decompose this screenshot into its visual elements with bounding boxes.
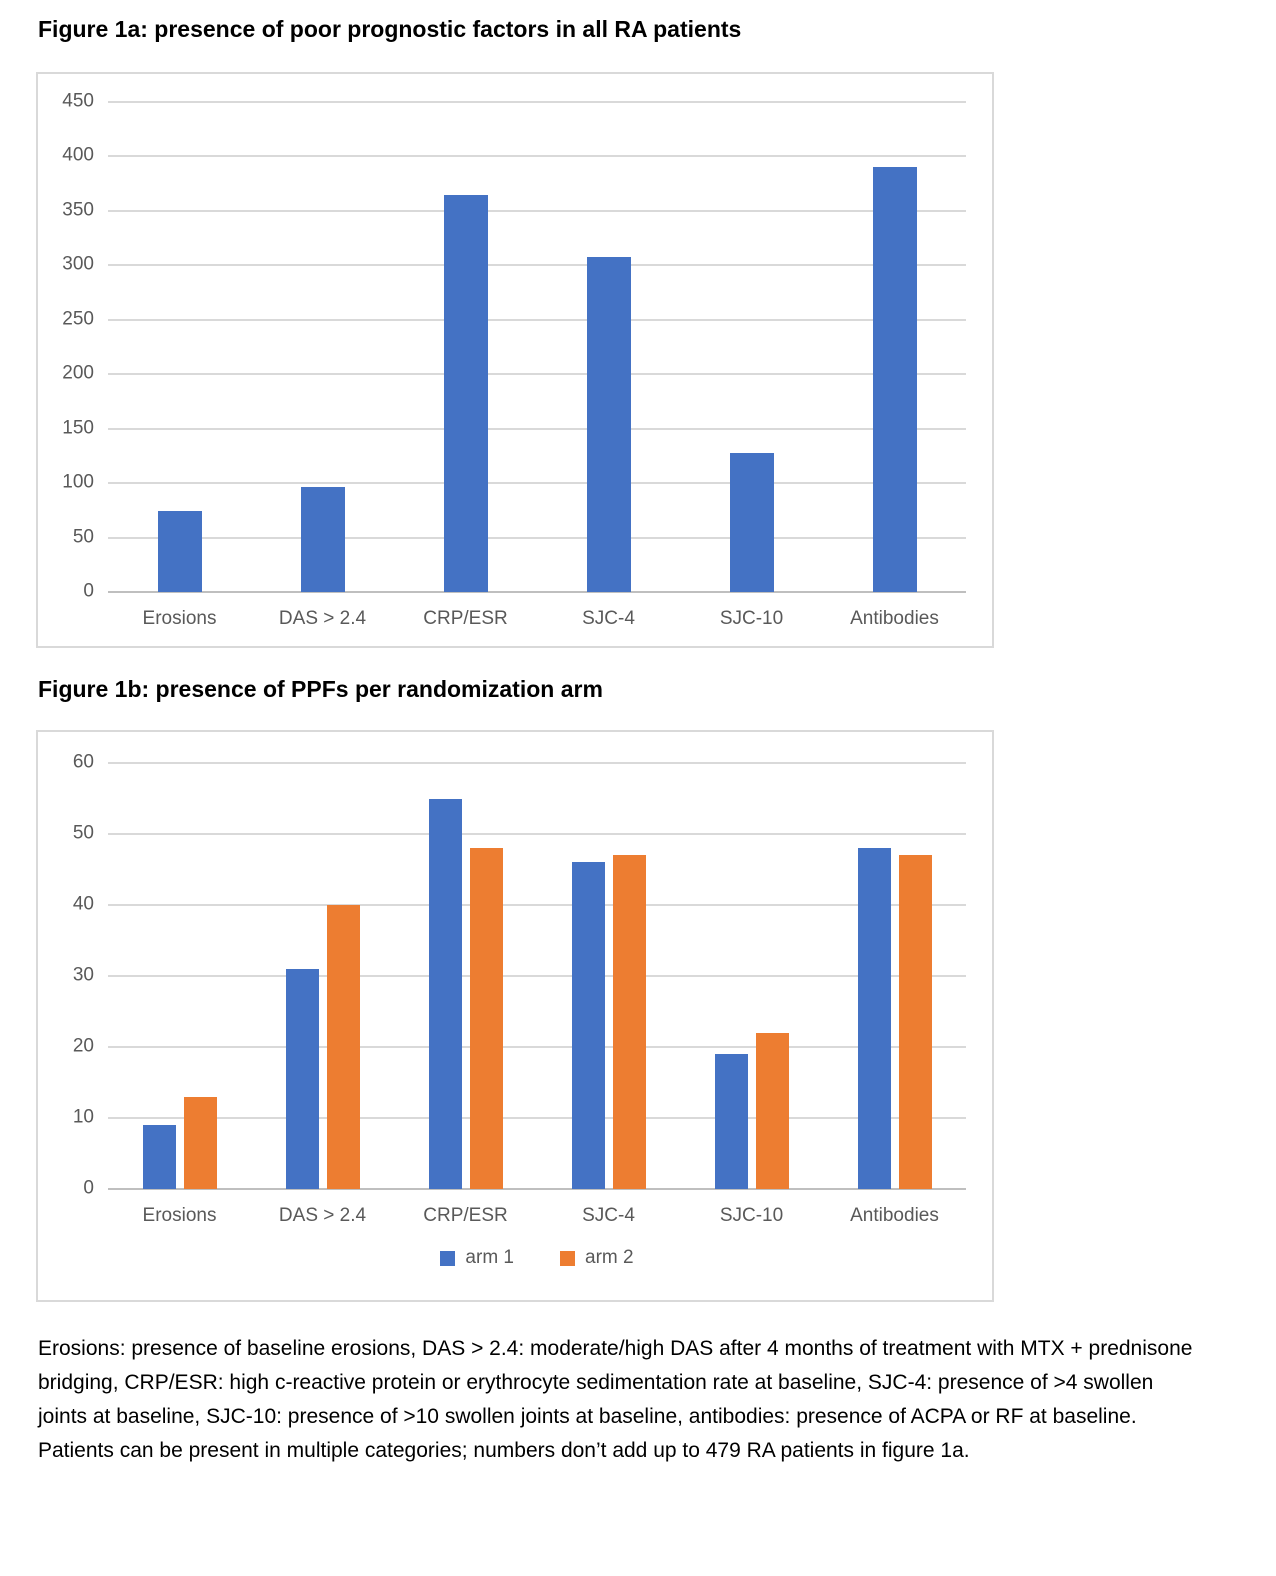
legend — [108, 1247, 966, 1269]
x-category-label: Antibodies — [850, 1205, 939, 1226]
bar-sjc-4 — [587, 257, 631, 592]
figure-1a-chart — [36, 72, 994, 648]
x-category-label: SJC-10 — [719, 608, 784, 629]
bar-arm-1-sjc-10 — [715, 1054, 748, 1189]
category-slot-crp-esr — [394, 763, 537, 1189]
bar-erosions — [158, 511, 202, 592]
y-tick-label: 30 — [72, 964, 94, 986]
y-tick-label: 350 — [62, 199, 94, 221]
bar-arm-2-sjc-4 — [613, 855, 646, 1189]
y-tick-label: 150 — [62, 417, 94, 439]
category-slot-sjc-4 — [537, 763, 680, 1189]
category-slot-erosions — [108, 763, 251, 1189]
y-tick-label: 10 — [72, 1106, 94, 1128]
y-tick-label: 250 — [62, 308, 94, 330]
y-tick-label: 40 — [72, 893, 94, 915]
category-slot-sjc-10 — [680, 102, 823, 592]
bar-arm-2-das-2-4 — [327, 905, 360, 1189]
x-category-label: SJC-4 — [582, 1205, 635, 1226]
figure-1b-title: Figure 1b: presence of PPFs per randomization arm — [38, 676, 603, 702]
x-category-label: CRP/ESR — [423, 608, 508, 629]
y-tick-label: 20 — [72, 1035, 94, 1057]
x-category-label: SJC-4 — [582, 608, 635, 629]
y-tick-label: 400 — [62, 144, 94, 166]
x-category-label: SJC-10 — [719, 1205, 784, 1226]
y-tick-label: 450 — [62, 90, 94, 112]
bar-arm-1-crp-esr — [429, 799, 462, 1190]
x-category-label: DAS > 2.4 — [278, 608, 367, 629]
figure-caption: Erosions: presence of baseline erosions, DAS > 2.4: moderate/high DAS after 4 months of treatment with MTX + prednisone bridging, CRP/ESR: high c-reactive protein or erythrocyte sedimentation rate at baseline, SJC-4: presence of >4 swollen joints at baseline, SJC-10: presence of >10 swollen joints at baseline, antibodies: presence of ACPA or RF at baseline. Patients can be present in multiple categories; numbers don’t add up to 479 RA patients in figure 1a. — [38, 1337, 1193, 1462]
y-tick-label: 50 — [72, 822, 94, 844]
x-category-label: Erosions — [142, 608, 217, 629]
category-slot-antibodies — [823, 102, 966, 592]
y-tick-label: 100 — [62, 471, 94, 493]
category-slot-sjc-4 — [537, 102, 680, 592]
x-category-label: CRP/ESR — [423, 1205, 508, 1226]
category-slot-crp-esr — [394, 102, 537, 592]
legend-swatch — [560, 1251, 575, 1266]
y-tick-label: 0 — [83, 1177, 94, 1199]
category-slot-das-2-4 — [251, 102, 394, 592]
bar-das-2-4 — [301, 487, 345, 592]
figure-1b-plot-area — [72, 751, 966, 1268]
figure-1b-chart — [36, 730, 994, 1302]
category-slot-antibodies — [823, 763, 966, 1189]
y-tick-label: 60 — [72, 751, 94, 773]
figure-1a-plot-area — [62, 90, 966, 629]
bar-arm-2-sjc-10 — [756, 1033, 789, 1189]
bar-arm-1-antibodies — [858, 848, 891, 1189]
bar-arm-1-sjc-4 — [572, 862, 605, 1189]
bar-arm-1-das-2-4 — [286, 969, 319, 1189]
x-category-label: DAS > 2.4 — [278, 1205, 367, 1226]
figure-1a-title: Figure 1a: presence of poor prognostic factors in all RA patients — [38, 16, 742, 42]
bar-crp-esr — [444, 195, 488, 592]
legend-item-arm-2 — [560, 1247, 634, 1269]
category-slot-sjc-10 — [680, 763, 823, 1189]
y-tick-label: 200 — [62, 362, 94, 384]
y-tick-label: 300 — [62, 253, 94, 275]
bar-sjc-10 — [730, 453, 774, 592]
bar-arm-1-erosions — [143, 1125, 176, 1189]
category-slot-das-2-4 — [251, 763, 394, 1189]
category-slot-erosions — [108, 102, 251, 592]
x-category-label: Antibodies — [850, 608, 939, 629]
legend-label: arm 1 — [465, 1247, 514, 1268]
x-category-label: Erosions — [142, 1205, 217, 1226]
bar-arm-2-crp-esr — [470, 848, 503, 1189]
bar-arm-2-antibodies — [899, 855, 932, 1189]
legend-swatch — [440, 1251, 455, 1266]
y-tick-label: 0 — [83, 580, 94, 602]
legend-label: arm 2 — [585, 1247, 634, 1268]
bar-arm-2-erosions — [184, 1097, 217, 1189]
bar-antibodies — [873, 167, 917, 592]
legend-item-arm-1 — [440, 1247, 514, 1269]
y-tick-label: 50 — [72, 526, 94, 548]
